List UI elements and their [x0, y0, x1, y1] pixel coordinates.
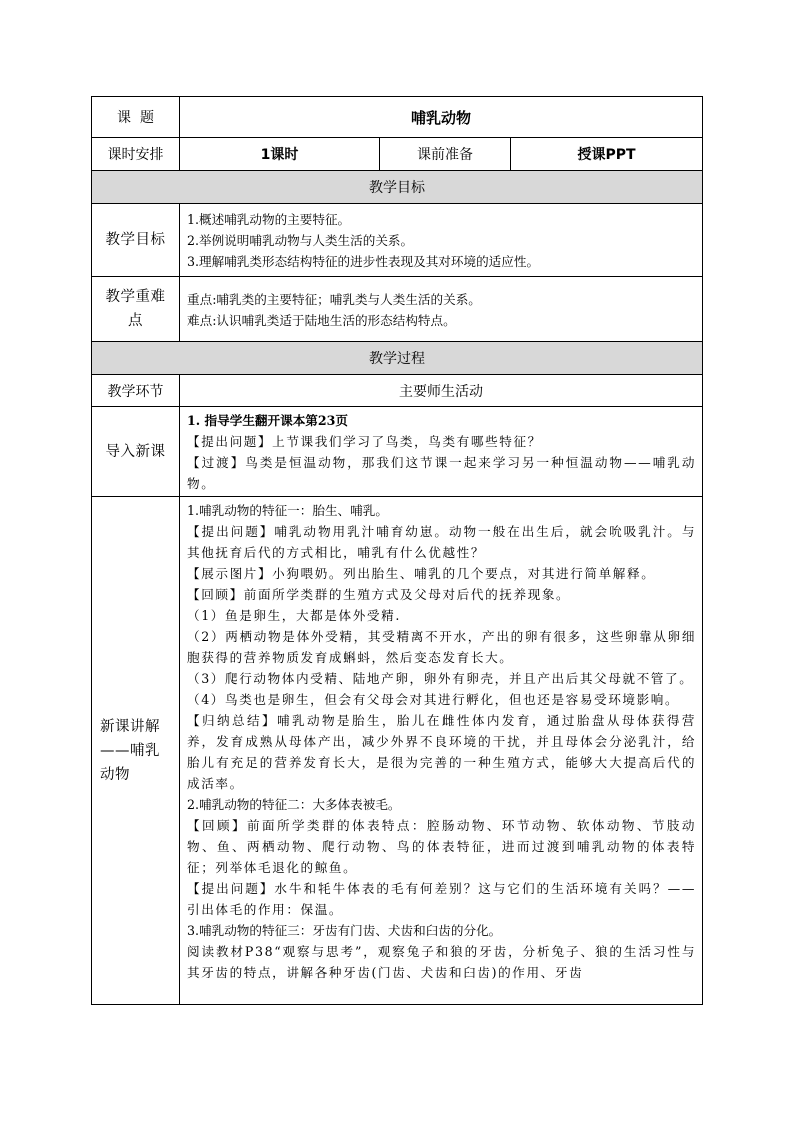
lesson-title: 哺乳动物	[180, 97, 703, 138]
lesson-line: 【展示图片】小狗喂奶。列出胎生、哺乳的几个要点，对其进行简单解释。	[187, 566, 656, 581]
goal-item: 2.举例说明哺乳动物与人类生活的关系。	[187, 233, 414, 248]
keypoints-label: 教学重难点	[92, 277, 180, 342]
process-section-row	[92, 342, 703, 375]
new-lesson-label: 新课讲解——哺乳动物	[92, 497, 180, 1005]
lesson-line: 【提出问题】哺乳动物用乳汁哺育幼崽。动物一般在出生后，就会吮吸乳汁。与其他抚育后代的方式相比，哺乳有什么优越性？	[187, 524, 697, 560]
lesson-line: 【回顾】前面所学类群的体表特点：腔肠动物、环节动物、软体动物、节肢动物、鱼、两栖动物、爬行动物、鸟的体表特征，进而过渡到哺乳动物的体表特征；列举体毛退化的鲸鱼。	[187, 818, 697, 875]
goals-section-row	[92, 171, 703, 204]
topic-label: 课 题	[92, 97, 180, 138]
keypoints-row	[92, 277, 703, 342]
goals-row	[92, 204, 703, 277]
lesson-plan-table	[91, 96, 703, 1005]
lesson-line: 【提出问题】水牛和牦牛体表的毛有何差别？这与它们的生活环境有关吗？——引出体毛的作用：保温。	[187, 881, 697, 917]
lesson-line: 2.哺乳动物的特征二：大多体表被毛。	[187, 797, 401, 812]
goal-item: 3.理解哺乳类形态结构特征的进步性表现及其对环境的适应性。	[187, 254, 540, 269]
goals-content	[180, 204, 703, 277]
lesson-line: 1.哺乳动物的特征一：胎生、哺乳。	[187, 503, 388, 518]
difficult-point: 难点:认识哺乳类适于陆地生活的形态结构特点。	[187, 312, 456, 328]
lesson-line: （1）鱼是卵生，大都是体外受精.	[187, 608, 401, 623]
schedule-label: 课时安排	[92, 138, 180, 171]
intro-line: 1. 指导学生翻开课本第23页	[187, 413, 348, 428]
new-lesson-row	[92, 497, 703, 1005]
goals-label: 教学目标	[92, 204, 180, 277]
keypoints-content	[180, 277, 703, 342]
process-header-row	[92, 375, 703, 407]
key-point: 重点:哺乳类的主要特征；哺乳类与人类生活的关系。	[187, 291, 481, 307]
new-lesson-content	[180, 497, 703, 1005]
lesson-line: 【归纳总结】哺乳动物是胎生，胎儿在雌性体内发育，通过胎盘从母体获得营养，发育成熟从母体产出，减少外界不良环境的干扰，并且母体会分泌乳汁，给胎儿有充足的营养发育长大，是很为完善的一种生殖方式，能够大大提高后代的成活率。	[187, 713, 697, 791]
topic-row	[92, 97, 703, 138]
prep-value: 授课PPT	[511, 138, 703, 171]
goals-section-title: 教学目标	[92, 171, 703, 204]
intro-content	[180, 407, 703, 497]
stage-column-header: 教学环节	[92, 375, 180, 407]
lesson-line: （3）爬行动物体内受精、陆地产卵，卵外有卵壳，并且产出后其父母就不管了。	[187, 671, 694, 686]
intro-row	[92, 407, 703, 497]
intro-line: 【过渡】鸟类是恒温动物，那我们这节课一起来学习另一种恒温动物——哺乳动物。	[187, 455, 697, 491]
schedule-value: 1课时	[180, 138, 380, 171]
new-lesson-text	[187, 500, 696, 1004]
lesson-line: 【回顾】前面所学类群的生殖方式及父母对后代的抚养现象。	[187, 587, 571, 602]
lesson-line: （2）两栖动物是体外受精，其受精离不开水，产出的卵有很多，这些卵靠从卵细胞获得的营养物质发育成蝌蚪，然后变态发育长大。	[187, 629, 697, 665]
activity-column-header: 主要师生活动	[180, 375, 703, 407]
lesson-line: 3.哺乳动物的特征三：牙齿有门齿、犬齿和臼齿的分化。	[187, 923, 502, 938]
process-section-title: 教学过程	[92, 342, 703, 375]
goal-item: 1.概述哺乳动物的主要特征。	[187, 212, 351, 227]
lesson-line: 阅读教材P38“观察与思考”，观察兔子和狼的牙齿，分析兔子、狼的生活习性与其牙齿的特点，讲解各种牙齿(门齿、犬齿和臼齿)的作用、牙齿	[187, 944, 697, 980]
intro-label: 导入新课	[92, 407, 180, 497]
lesson-line: （4）鸟类也是卵生，但会有父母会对其进行孵化，但也还是容易受环境影响。	[187, 692, 680, 707]
prep-label: 课前准备	[380, 138, 511, 171]
schedule-row	[92, 138, 703, 171]
intro-line: 【提出问题】上节课我们学习了鸟类，鸟类有哪些特征？	[187, 434, 542, 449]
